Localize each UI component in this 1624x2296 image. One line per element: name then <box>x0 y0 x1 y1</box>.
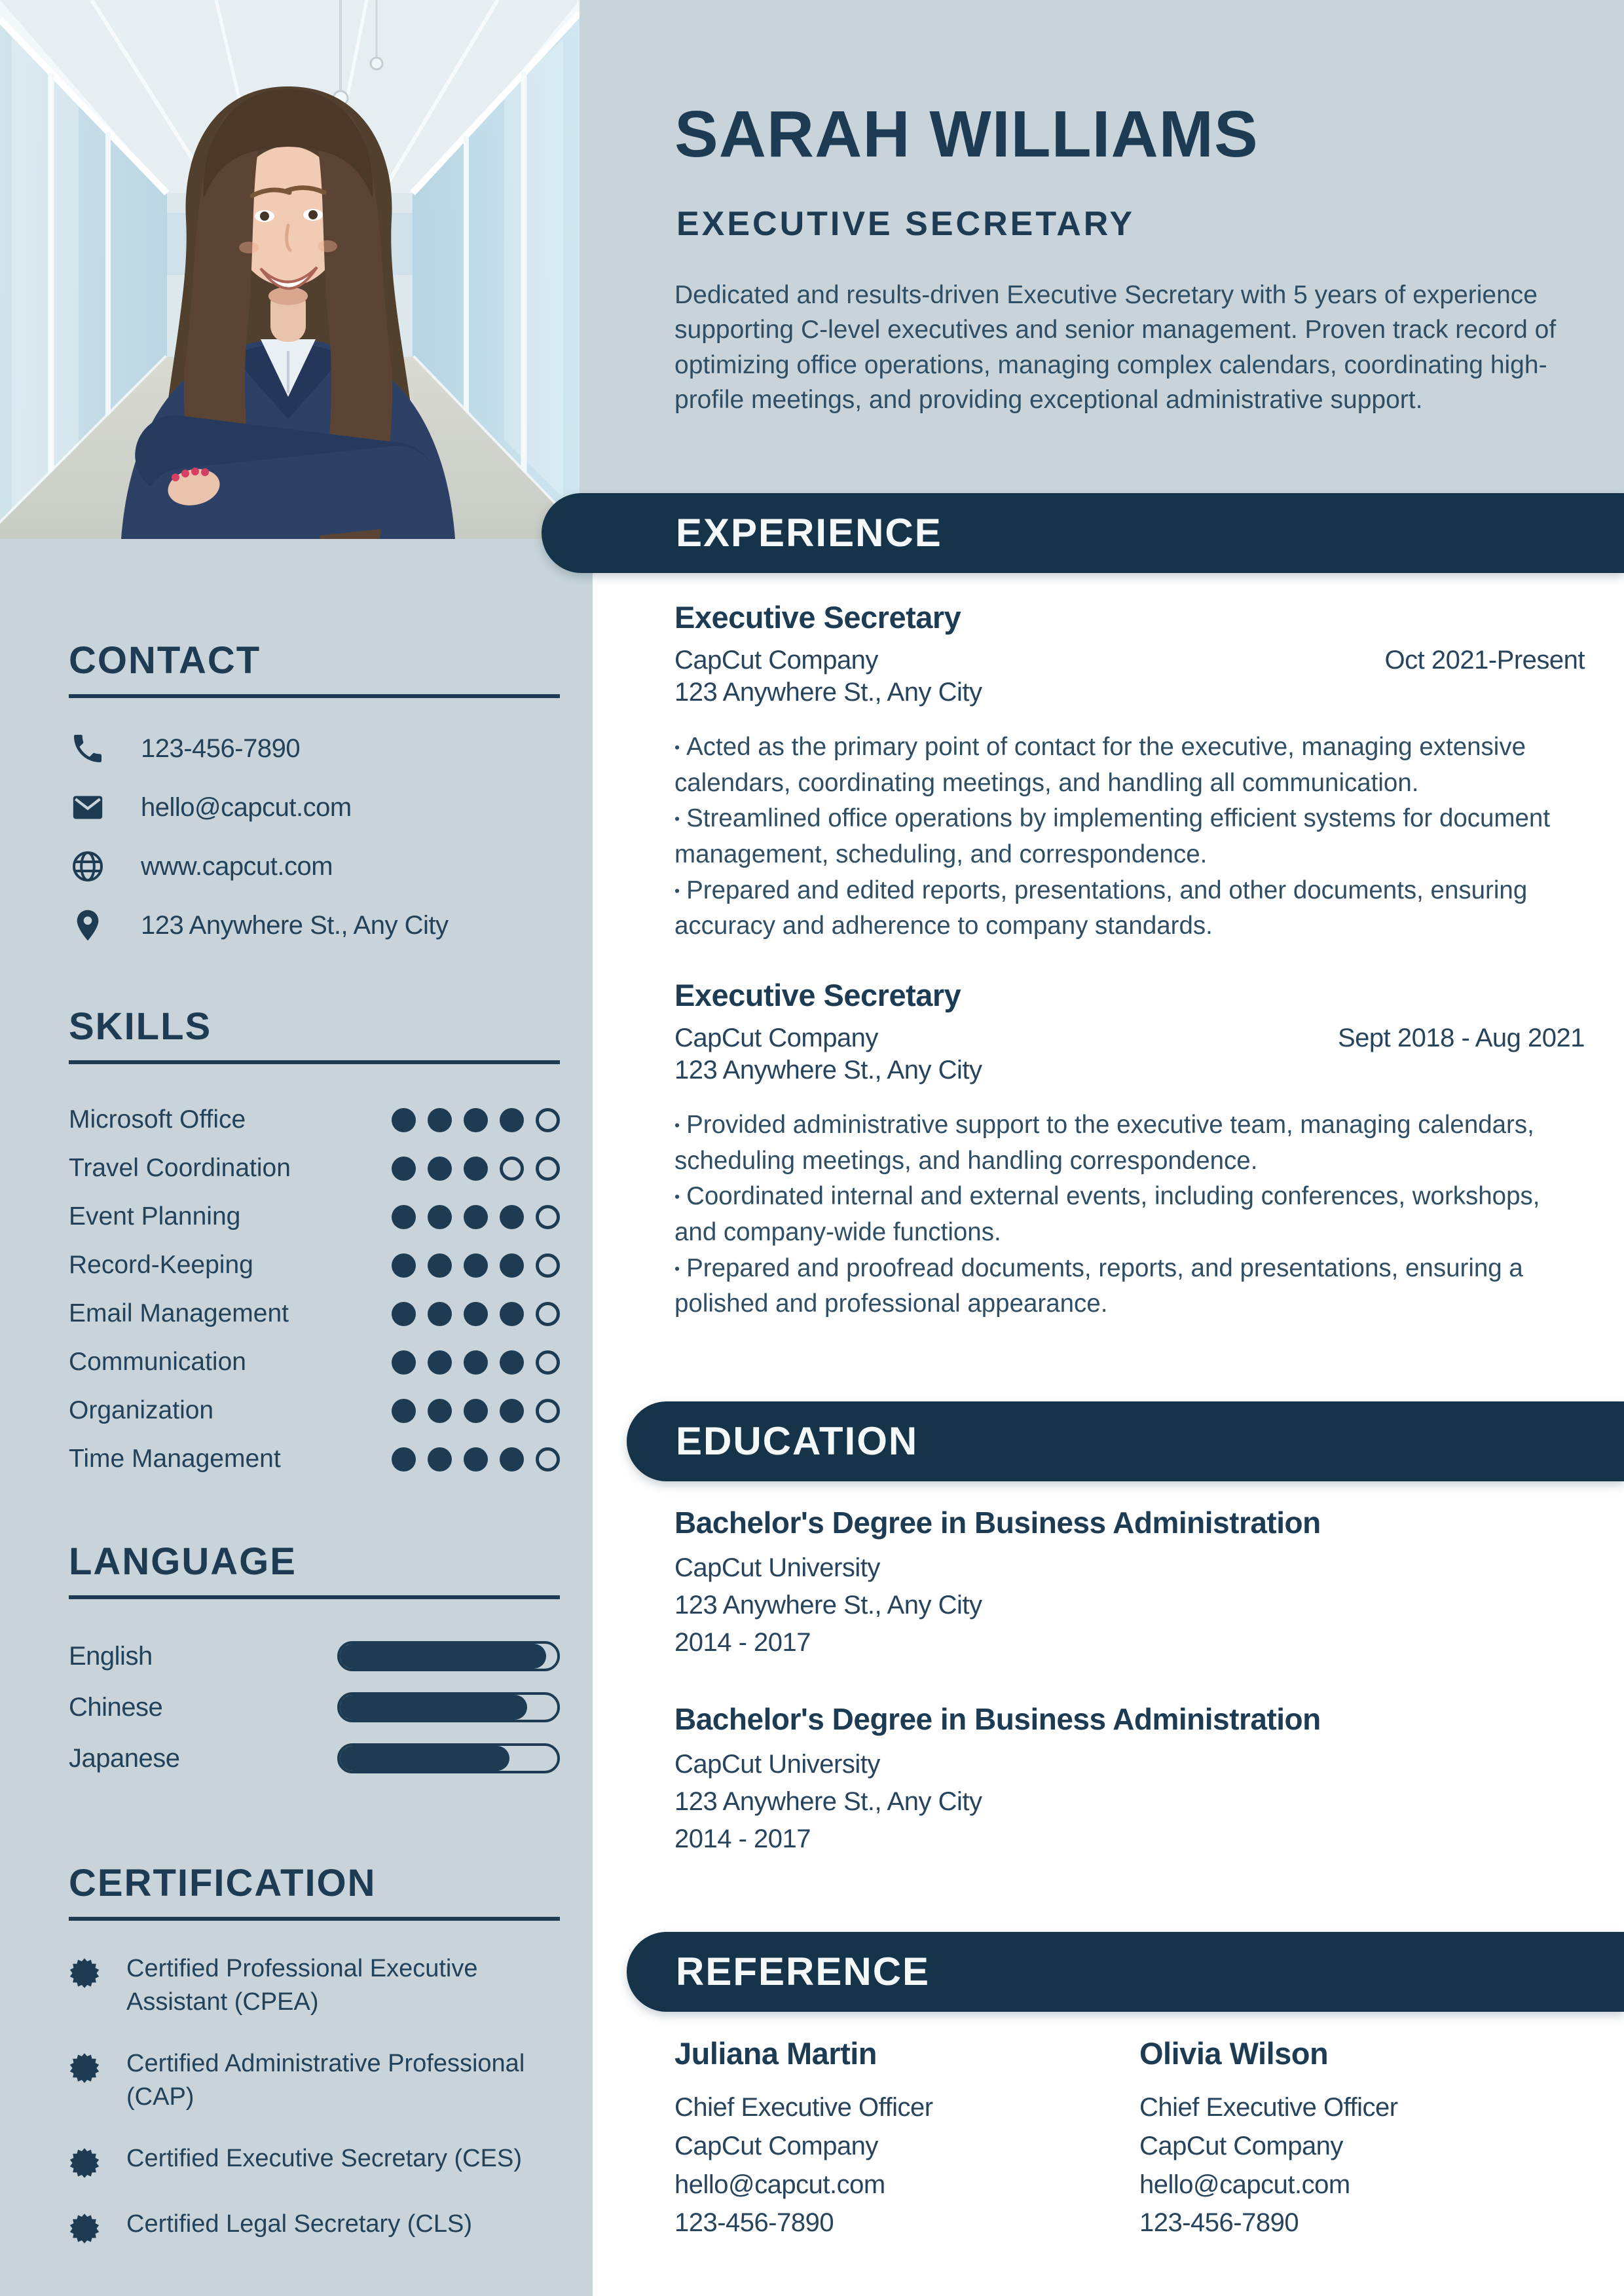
skill-dot-empty <box>536 1253 560 1278</box>
skill-dot-filled <box>428 1157 452 1181</box>
education-years: 2014 - 2017 <box>674 1824 811 1853</box>
skill-dot-empty <box>536 1108 560 1132</box>
skill-dot-filled <box>464 1157 488 1181</box>
skill-row <box>69 1435 560 1483</box>
skill-dot-filled <box>500 1302 524 1326</box>
badge-seal-icon <box>69 2052 100 2084</box>
reference-name: Olivia Wilson <box>1139 2036 1329 2071</box>
skill-dot-filled <box>464 1205 488 1229</box>
language-level-bar <box>337 1743 560 1773</box>
education-degree: Bachelor's Degree in Business Administration <box>674 1506 1321 1540</box>
skill-dot-filled <box>500 1350 524 1375</box>
certification-item-text: Certified Administrative Professional (CAP) <box>126 2050 525 2111</box>
skill-rating-dots <box>380 1350 560 1375</box>
skill-row <box>69 1386 560 1435</box>
person-job-title: EXECUTIVE SECRETARY <box>676 205 1135 243</box>
location-pin-icon <box>69 906 107 944</box>
skill-dot-filled <box>392 1157 416 1181</box>
skill-dot-filled <box>392 1108 416 1132</box>
bullet-glyph: • <box>674 1259 680 1277</box>
reference-title: Chief Executive Officer <box>1139 2093 1398 2122</box>
certification-heading: CERTIFICATION <box>69 1862 377 1904</box>
experience-bullet <box>674 1107 1585 1179</box>
contact-item-text: 123-456-7890 <box>141 733 301 763</box>
skill-dot-empty <box>536 1447 560 1472</box>
education-location: 123 Anywhere St., Any City <box>674 1787 982 1816</box>
skill-dot-filled <box>428 1350 452 1375</box>
certification-item <box>69 2047 560 2113</box>
education-entry <box>674 1505 1585 1662</box>
reference-card <box>1139 2035 1604 2242</box>
experience-meta-row <box>674 1024 1585 1053</box>
contact-heading: CONTACT <box>69 639 261 682</box>
reference-company: CapCut Company <box>1139 2131 1343 2160</box>
education-school: CapCut University <box>674 1553 880 1582</box>
experience-banner-label: EXPERIENCE <box>676 511 942 555</box>
experience-content <box>674 599 1585 1355</box>
skill-rating-dots <box>380 1399 560 1423</box>
skill-dot-filled <box>500 1205 524 1229</box>
certification-section <box>69 1861 560 2244</box>
skill-label: Time Management <box>69 1445 281 1473</box>
skill-row <box>69 1193 560 1241</box>
language-list <box>69 1631 560 1784</box>
skill-dot-empty <box>536 1302 560 1326</box>
skill-dot-filled <box>464 1302 488 1326</box>
contact-item <box>69 906 560 944</box>
skill-label: Event Planning <box>69 1202 241 1231</box>
skill-rating-dots <box>380 1108 560 1132</box>
experience-bullet-text: Prepared and edited reports, presentations, and other documents, ensuring accuracy and adherence to company standards. <box>674 876 1528 940</box>
skill-dot-filled <box>464 1399 488 1423</box>
certification-item <box>69 2142 560 2179</box>
skill-rating-dots <box>380 1302 560 1326</box>
skill-dot-empty <box>500 1157 524 1181</box>
skill-dot-filled <box>428 1205 452 1229</box>
experience-bullet-list <box>674 1107 1585 1322</box>
skills-list <box>69 1096 560 1483</box>
experience-location: 123 Anywhere St., Any City <box>674 1055 982 1084</box>
experience-location: 123 Anywhere St., Any City <box>674 678 982 707</box>
language-row <box>69 1682 560 1733</box>
experience-bullet <box>674 801 1585 872</box>
sidebar <box>0 0 593 2296</box>
contact-list <box>69 730 560 944</box>
language-level-bar <box>337 1641 560 1671</box>
skill-dot-filled <box>500 1253 524 1278</box>
contact-item-text: 123 Anywhere St., Any City <box>141 910 449 940</box>
reference-email: hello@capcut.com <box>1139 2170 1350 2199</box>
contact-item <box>69 788 560 826</box>
skill-dot-filled <box>392 1302 416 1326</box>
phone-icon <box>69 730 107 768</box>
education-school: CapCut University <box>674 1749 880 1779</box>
experience-bullet-text: Coordinated internal and external events, including conferences, workshops, and company-wide functions. <box>674 1182 1540 1246</box>
skill-rating-dots <box>380 1205 560 1229</box>
reference-content <box>674 2035 1598 2242</box>
skill-label: Travel Coordination <box>69 1154 291 1182</box>
skill-label: Microsoft Office <box>69 1105 246 1134</box>
language-row <box>69 1631 560 1682</box>
experience-bullet-text: Provided administrative support to the executive team, managing calendars, scheduling meetings, and handling correspondence. <box>674 1110 1534 1175</box>
skill-dot-empty <box>536 1205 560 1229</box>
skill-row <box>69 1241 560 1289</box>
skill-dot-filled <box>464 1447 488 1472</box>
globe-icon <box>69 847 107 885</box>
skill-dot-filled <box>428 1302 452 1326</box>
skill-dot-filled <box>500 1447 524 1472</box>
education-banner-label: EDUCATION <box>676 1419 919 1463</box>
certification-item-text: Certified Executive Secretary (CES) <box>126 2145 522 2173</box>
certification-list <box>69 1952 560 2244</box>
language-label: English <box>69 1641 153 1671</box>
experience-bullet <box>674 1179 1585 1250</box>
skill-dot-filled <box>428 1253 452 1278</box>
reference-title: Chief Executive Officer <box>674 2093 933 2122</box>
experience-job-title: Executive Secretary <box>674 977 961 1012</box>
certification-item-text: Certified Professional Executive Assistant (CPEA) <box>126 1955 478 2016</box>
certification-divider <box>69 1917 560 1921</box>
badge-seal-icon <box>69 2147 100 2179</box>
skill-dot-empty <box>536 1157 560 1181</box>
bullet-glyph: • <box>674 1188 680 1206</box>
skill-dot-filled <box>428 1447 452 1472</box>
contact-item <box>69 730 560 768</box>
experience-bullet <box>674 1251 1585 1322</box>
reference-company: CapCut Company <box>674 2131 878 2160</box>
experience-meta-row <box>674 646 1585 675</box>
language-divider <box>69 1595 560 1599</box>
experience-bullet-text: Prepared and proofread documents, reports, and presentations, ensuring a polished and professional appearance. <box>674 1253 1523 1318</box>
skill-label: Communication <box>69 1348 246 1376</box>
experience-banner <box>542 493 1624 573</box>
language-level-fill <box>340 1644 546 1669</box>
reference-banner-label: REFERENCE <box>676 1950 931 1993</box>
badge-seal-icon <box>69 2213 100 2244</box>
education-location: 123 Anywhere St., Any City <box>674 1591 982 1620</box>
experience-company: CapCut Company <box>674 646 878 675</box>
language-level-fill <box>340 1695 527 1720</box>
language-label: Chinese <box>69 1692 163 1722</box>
language-level-bar <box>337 1692 560 1722</box>
experience-bullet-text: Acted as the primary point of contact for the executive, managing extensive calendars, coordinating meetings, and handling all communication. <box>674 733 1526 797</box>
reference-email: hello@capcut.com <box>674 2170 885 2199</box>
skill-row <box>69 1289 560 1338</box>
skill-label: Record-Keeping <box>69 1251 253 1279</box>
skill-dot-filled <box>392 1399 416 1423</box>
language-heading: LANGUAGE <box>69 1540 297 1583</box>
reference-phone: 123-456-7890 <box>1139 2208 1299 2238</box>
skill-rating-dots <box>380 1157 560 1181</box>
education-years: 2014 - 2017 <box>674 1628 811 1657</box>
experience-entry <box>674 599 1585 944</box>
bullet-glyph: • <box>674 739 680 756</box>
skill-label: Organization <box>69 1396 214 1424</box>
skill-rating-dots <box>380 1253 560 1278</box>
bullet-glyph: • <box>674 1116 680 1134</box>
reference-name: Juliana Martin <box>674 2036 877 2071</box>
bullet-glyph: • <box>674 810 680 828</box>
experience-company: CapCut Company <box>674 1023 878 1052</box>
skills-section <box>69 1005 560 1483</box>
education-degree: Bachelor's Degree in Business Administration <box>674 1701 1321 1736</box>
profile-summary: Dedicated and results-driven Executive Secretary with 5 years of experience supporting C-level executives and senior management. Proven track record of optimizing office operations, managing complex calendars, coordinating high-profile meetings, and providing exceptional administrative support. <box>674 281 1557 415</box>
skill-row <box>69 1144 560 1193</box>
experience-entry <box>674 977 1585 1322</box>
skill-dot-filled <box>392 1350 416 1375</box>
experience-bullet <box>674 730 1585 801</box>
reference-phone: 123-456-7890 <box>674 2208 834 2238</box>
skill-dot-filled <box>392 1447 416 1472</box>
skills-divider <box>69 1060 560 1064</box>
skill-dot-filled <box>428 1399 452 1423</box>
contact-item <box>69 847 560 885</box>
skill-row <box>69 1096 560 1144</box>
skill-dot-empty <box>536 1399 560 1423</box>
skill-row <box>69 1338 560 1386</box>
reference-card <box>674 2035 1139 2242</box>
education-entry <box>674 1701 1585 1859</box>
skills-heading: SKILLS <box>69 1005 212 1048</box>
certification-item <box>69 1952 560 2018</box>
experience-job-title: Executive Secretary <box>674 600 961 635</box>
skill-dot-filled <box>428 1108 452 1132</box>
experience-dates: Oct 2021-Present <box>1384 646 1585 675</box>
skill-dot-filled <box>392 1253 416 1278</box>
certification-item <box>69 2208 560 2244</box>
experience-dates: Sept 2018 - Aug 2021 <box>1338 1023 1585 1052</box>
language-section <box>69 1540 560 1784</box>
skill-rating-dots <box>380 1447 560 1472</box>
contact-section <box>69 639 560 944</box>
badge-seal-icon <box>69 1957 100 1989</box>
skill-dot-filled <box>500 1108 524 1132</box>
skill-dot-filled <box>464 1350 488 1375</box>
skill-dot-empty <box>536 1350 560 1375</box>
language-label: Japanese <box>69 1743 180 1773</box>
education-banner <box>627 1401 1624 1481</box>
experience-bullet-text: Streamlined office operations by implementing efficient systems for document management, scheduling, and correspondence. <box>674 804 1551 868</box>
contact-divider <box>69 694 560 698</box>
skill-dot-filled <box>392 1205 416 1229</box>
education-content <box>674 1505 1585 1897</box>
contact-item-text: www.capcut.com <box>141 851 333 881</box>
bullet-glyph: • <box>674 881 680 899</box>
experience-bullet <box>674 873 1585 944</box>
language-row <box>69 1733 560 1784</box>
language-level-fill <box>340 1746 509 1771</box>
contact-item-text: hello@capcut.com <box>141 792 352 822</box>
email-icon <box>69 788 107 826</box>
experience-bullet-list <box>674 730 1585 944</box>
skill-label: Email Management <box>69 1299 289 1327</box>
skill-dot-filled <box>464 1253 488 1278</box>
reference-banner <box>627 1932 1624 2012</box>
skill-dot-filled <box>464 1108 488 1132</box>
person-name: SARAH WILLIAMS <box>674 98 1259 171</box>
skill-dot-filled <box>500 1399 524 1423</box>
certification-item-text: Certified Legal Secretary (CLS) <box>126 2210 472 2238</box>
